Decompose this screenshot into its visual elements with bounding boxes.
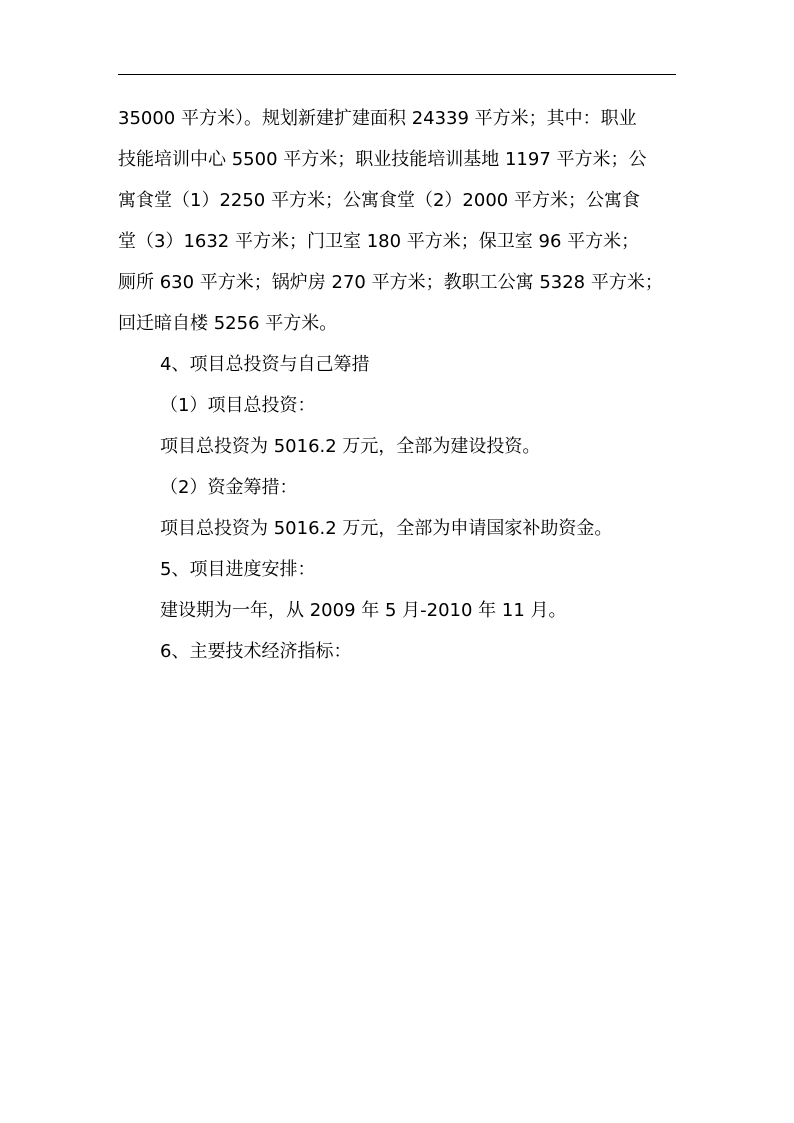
section-5-heading: 5、项目进度安排： (160, 559, 316, 580)
paragraph-line: 寓食堂（1）2250 平方米；公寓食堂（2）2000 平方米；公寓食 (118, 190, 640, 211)
paragraph-line: 厕所 630 平方米；锅炉房 270 平方米；教职工公寓 5328 平方米； (118, 272, 663, 293)
paragraph-line: 技能培训中心 5500 平方米；职业技能培训基地 1197 平方米；公 (118, 149, 647, 170)
section-4-heading: 4、项目总投资与自己筹措 (160, 354, 370, 375)
header-rule (118, 74, 676, 75)
section-5-text: 建设期为一年，从 2009 年 5 月-2010 年 11 月。 (160, 600, 567, 621)
section-4-1-heading: （1）项目总投资： (160, 395, 316, 416)
section-4-2-text: 项目总投资为 5016.2 万元，全部为申请国家补助资金。 (160, 518, 613, 539)
section-4-1-text: 项目总投资为 5016.2 万元，全部为建设投资。 (160, 436, 541, 457)
paragraph-line: 回迁暗自楼 5256 平方米。 (118, 313, 338, 334)
document-body (118, 98, 676, 672)
paragraph-line: 堂（3）1632 平方米；门卫室 180 平方米；保卫室 96 平方米； (118, 231, 640, 252)
section-6-heading: 6、主要技术经济指标： (160, 641, 352, 662)
section-4-2-heading: （2）资金筹措： (160, 477, 298, 498)
paragraph-line: 35000 平方米）。规划新建扩建面积 24339 平方米；其中：职业 (118, 108, 637, 129)
